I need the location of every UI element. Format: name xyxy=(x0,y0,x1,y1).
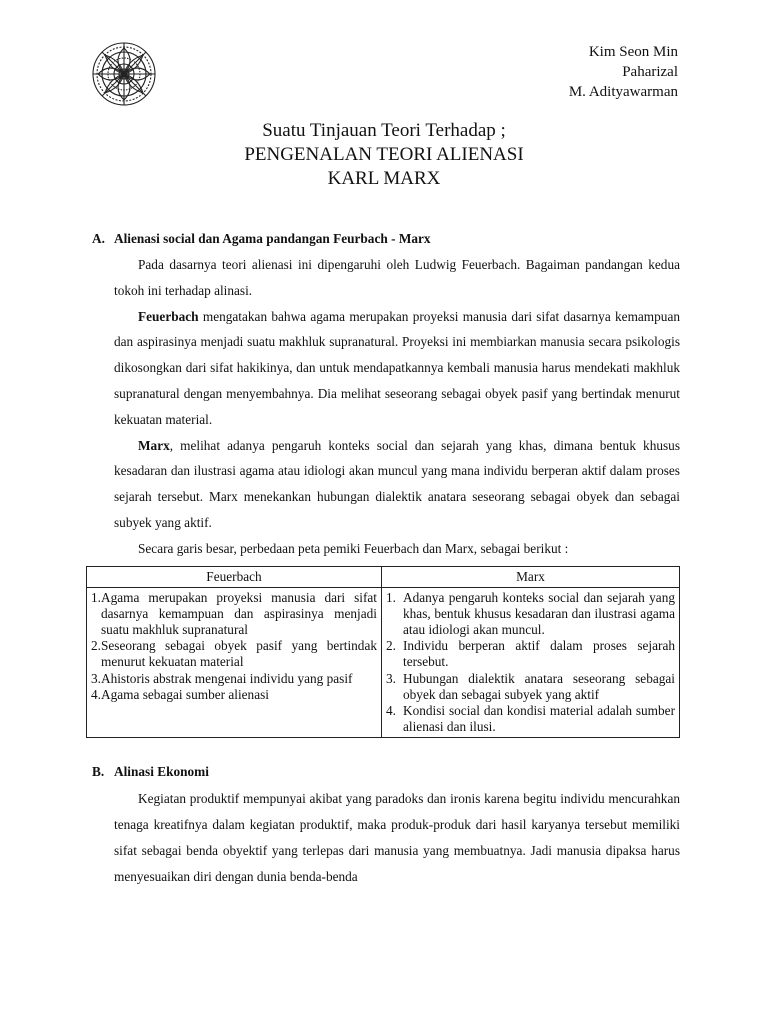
paragraph: Kegiatan produktif mempunyai akibat yang paradoks dan ironis karena begitu individu mencurahkan tenaga kreatifnya dalam kegiatan produktif, maka produk-produk dari hasil karyanya tersebut memiliki sifat sebagai benda obyektif yang terlepas dari manusia yang membuatnya. Jadi manusia dipaksa harus menyesuaikan diri dengan dunia benda-benda xyxy=(114,791,680,884)
document-body xyxy=(92,229,680,890)
title-line: KARL MARX xyxy=(327,168,441,189)
list-item xyxy=(91,671,377,687)
item-text: Adanya pengaruh konteks social dan sejarah yang khas, bentuk khusus kesadaran dan ilustrasi agama atau idiologi akan muncul. xyxy=(403,589,675,637)
item-number: 1. xyxy=(386,589,396,605)
paragraph xyxy=(92,304,680,433)
section-heading xyxy=(92,229,680,249)
bold-term: Feuerbach xyxy=(138,308,199,324)
section-a xyxy=(92,229,680,562)
section-marker: A. xyxy=(92,231,105,246)
title-line: Suatu Tinjauan Teori Terhadap ; xyxy=(262,120,506,141)
paragraph-text: , melihat adanya pengaruh konteks social dan sejarah yang khas, dimana bentuk khusus kesadaran dan ilustrasi agama atau idiologi akan muncul yang mana individu berperan aktif dalam proses sejarah tersebut. Marx menekankan hubungan dialektik anatara seseorang sebagai obyek dan sebagai subyek yang aktif. xyxy=(114,437,680,530)
feuerbach-cell xyxy=(87,587,382,738)
ornamental-seal-icon xyxy=(90,40,158,108)
item-text: Hubungan dialektik anatara seseorang sebagai obyek dan sebagai subyek yang aktif xyxy=(403,670,675,702)
item-number: 4. xyxy=(91,686,101,702)
item-text: Ahistoris abstrak mengenai individu yang pasif xyxy=(100,670,353,686)
item-number: 2. xyxy=(91,638,101,654)
column-header: Feuerbach xyxy=(87,566,382,587)
item-number: 3. xyxy=(91,670,101,686)
list-item xyxy=(386,703,675,735)
section-title: Alinasi Ekonomi xyxy=(114,764,209,780)
title-line: PENGENALAN TEORI ALIENASI xyxy=(244,144,524,165)
item-text: Agama sebagai sumber alienasi xyxy=(100,686,269,702)
author-name: M. Adityawarman xyxy=(568,84,678,100)
list-item xyxy=(91,590,377,639)
paragraph: Pada dasarnya teori alienasi ini dipengaruhi oleh Ludwig Feuerbach. Bagaiman pandangan kedua tokoh ini terhadap alinasi. xyxy=(114,257,680,298)
section-b xyxy=(92,762,680,889)
item-number: 1. xyxy=(91,589,101,605)
document-title xyxy=(0,119,768,191)
bold-term: Marx xyxy=(138,437,170,453)
section-marker: B. xyxy=(92,764,105,780)
list-item xyxy=(386,638,675,670)
item-text: Individu berperan aktif dalam proses sejarah tersebut. xyxy=(403,638,675,670)
paragraph xyxy=(92,433,680,536)
marx-list xyxy=(386,590,675,736)
section-heading xyxy=(92,762,680,782)
item-text: Kondisi social dan kondisi material adalah sumber alienasi dan ilusi. xyxy=(403,702,675,735)
paragraph-text: mengatakan bahwa agama merupakan proyeksi manusia dari sifat dasarnya kemampuan dan aspirasinya menjadi suatu makhluk supranatural. Proyeksi ini membiarkan manusia secara psikologis dikosongkan dari sifat hakikinya, dan untuk mendapatkannya kembali manusia harus mendekati makhluk supranatural dengan menyembahnya. Dia melihat seseorang sebagai obyek pasif yang bertindak menurut kekuatan material. xyxy=(114,308,680,427)
author-name: Paharizal xyxy=(622,64,678,80)
marx-cell xyxy=(382,587,680,738)
table-header-row xyxy=(87,566,680,587)
list-item xyxy=(91,687,377,703)
list-item xyxy=(386,590,675,639)
item-text: Seseorang sebagai obyek pasif yang bertindak menurut kekuatan material xyxy=(100,638,377,670)
table-row xyxy=(87,587,680,738)
item-number: 3. xyxy=(386,670,396,686)
list-item xyxy=(386,671,675,703)
item-number: 2. xyxy=(386,638,396,654)
feuerbach-list xyxy=(91,590,377,703)
paragraph: Secara garis besar, perbedaan peta pemiki Feuerbach dan Marx, sebagai berikut : xyxy=(138,540,569,556)
item-number: 4. xyxy=(386,702,396,718)
column-header: Marx xyxy=(382,566,680,587)
list-item xyxy=(91,638,377,670)
author-list xyxy=(569,42,678,102)
author-name: Kim Seon Min xyxy=(588,44,678,60)
section-title: Alienasi social dan Agama pandangan Feurbach - Marx xyxy=(114,231,431,246)
comparison-table xyxy=(86,566,680,739)
item-text: Agama merupakan proyeksi manusia dari sifat dasarnya kemampuan dan aspirasinya menjadi suatu makhluk supranatural xyxy=(100,589,377,637)
